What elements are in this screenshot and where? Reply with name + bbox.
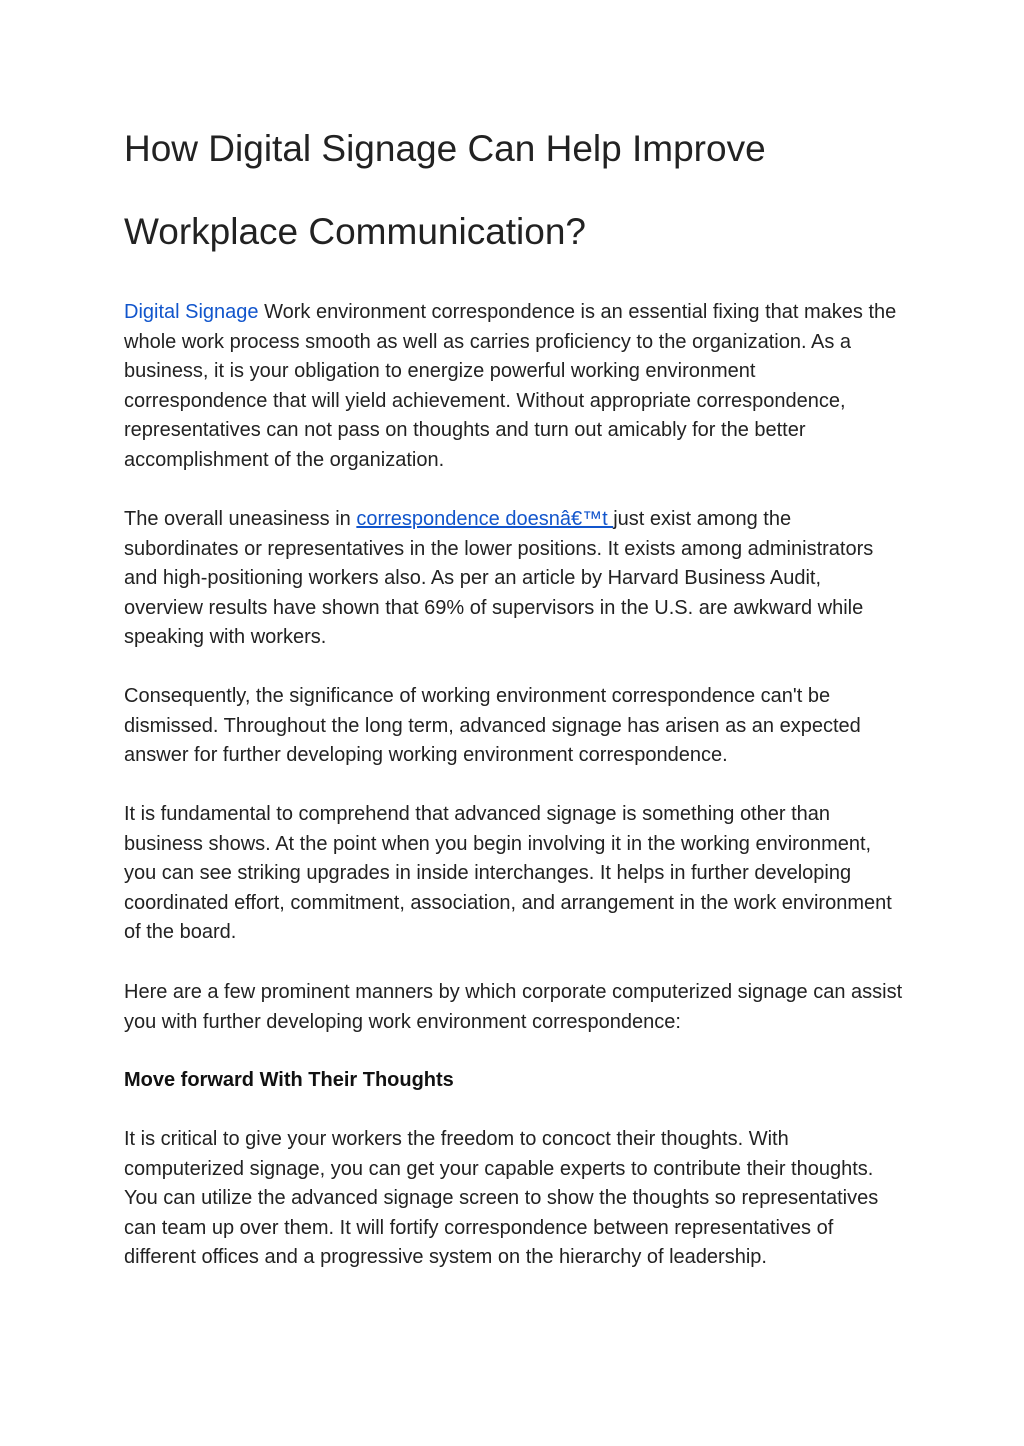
title-line-1: How Digital Signage Can Help Improve <box>124 128 766 169</box>
paragraph-consequently: Consequently, the significance of working environment correspondence can't be dismissed. Throughout the long term, advanced signage has arisen as an expected answer for further developing working environment correspondence. <box>124 685 861 767</box>
paragraph-uneasiness-after: just exist among the subordinates or representatives in the lower positions. It exists among administrators and high-positioning workers also. As per an article by Harvard Business Audit, overview results have shown that 69% of supervisors in the U.S. are awkward while speaking with workers. <box>124 508 874 649</box>
paragraph-thoughts: It is critical to give your workers the freedom to concoct their thoughts. With computerized signage, you can get your capable experts to contribute their thoughts. You can utilize the advanced signage screen to show the thoughts so representatives can team up over them. It will fortify correspondence between representatives of different offices and a progressive system on the hierarchy of leadership. <box>124 1128 879 1269</box>
paragraph-uneasiness <box>124 505 904 653</box>
digital-signage-link[interactable]: Digital Signage <box>124 301 259 323</box>
section-heading: Move forward With Their Thoughts <box>124 1069 454 1091</box>
paragraph-fundamental: It is fundamental to comprehend that advanced signage is something other than business shows. At the point when you begin involving it in the working environment, you can see striking upgrades in inside interchanges. It helps in further developing coordinated effort, commitment, association, and arrangement in the work environment of the board. <box>124 803 892 944</box>
paragraph-uneasiness-before: The overall uneasiness in <box>124 508 357 530</box>
correspondence-link[interactable]: correspondence doesnâ€™t <box>356 508 614 530</box>
paragraph-intro-text: Work environment correspondence is an essential fixing that makes the whole work process smooth as well as carries proficiency to the organization. As a business, it is your obligation to energize powerful working environment correspondence that will yield achievement. Without appropriate correspondence, representatives can not pass on thoughts and turn out amicably for the better accomplishment of the organization. <box>124 301 897 471</box>
paragraph-manners: Here are a few prominent manners by which corporate computerized signage can assist you with further developing work environment correspondence: <box>124 981 903 1033</box>
title-line-2: Workplace Communication? <box>124 211 587 252</box>
paragraph-intro <box>124 298 904 476</box>
